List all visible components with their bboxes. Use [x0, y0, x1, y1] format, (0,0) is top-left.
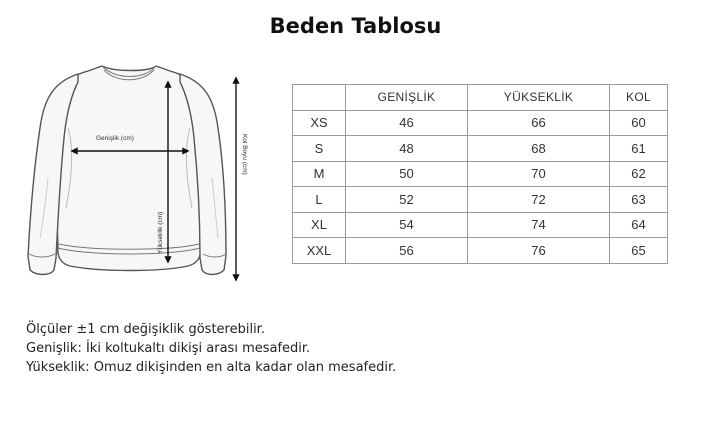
table-row	[293, 110, 668, 136]
height-measure-label: Yükseklik (cm)	[157, 211, 164, 254]
sleeve-measure-label: Kol Boyu (cm)	[241, 134, 248, 175]
sleeve-cell: 64	[610, 212, 668, 238]
sweatshirt-illustration	[20, 58, 248, 293]
size-cell: XL	[293, 212, 346, 238]
width-cell: 54	[346, 212, 468, 238]
width-measure-label: Genişlik (cm)	[96, 135, 134, 142]
table-row	[293, 212, 668, 238]
width-cell: 52	[346, 187, 468, 213]
note-tolerance: Ölçüler ±1 cm değişiklik gösterebilir.	[26, 322, 265, 337]
header-size	[293, 85, 346, 111]
sleeve-cell: 65	[610, 238, 668, 264]
sleeve-cell: 60	[610, 110, 668, 136]
width-cell: 56	[346, 238, 468, 264]
measurement-notes	[26, 320, 396, 377]
size-chart-table	[292, 84, 668, 264]
sleeve-cell: 61	[610, 136, 668, 162]
size-cell: XS	[293, 110, 346, 136]
table-row	[293, 238, 668, 264]
table-row	[293, 136, 668, 162]
height-cell: 72	[468, 187, 610, 213]
sleeve-cell: 62	[610, 161, 668, 187]
size-cell: M	[293, 161, 346, 187]
height-cell: 76	[468, 238, 610, 264]
note-height-definition: Yükseklik: Omuz dikişinden en alta kadar olan mesafedir.	[26, 360, 397, 375]
page-title: Beden Tablosu	[269, 14, 442, 38]
table-row	[293, 161, 668, 187]
width-cell: 48	[346, 136, 468, 162]
height-cell: 66	[468, 110, 610, 136]
note-width-definition: Genişlik: İki koltukaltı dikişi arası mesafedir.	[26, 341, 311, 356]
header-width: GENİŞLİK	[346, 85, 468, 111]
height-cell: 74	[468, 212, 610, 238]
width-cell: 50	[346, 161, 468, 187]
header-height: YÜKSEKLİK	[468, 85, 610, 111]
sleeve-cell: 63	[610, 187, 668, 213]
height-cell: 70	[468, 161, 610, 187]
table-row	[293, 187, 668, 213]
width-cell: 46	[346, 110, 468, 136]
size-cell: L	[293, 187, 346, 213]
header-sleeve: KOL	[610, 85, 668, 111]
size-cell: S	[293, 136, 346, 162]
size-cell: XXL	[293, 238, 346, 264]
height-cell: 68	[468, 136, 610, 162]
table-header-row	[293, 85, 668, 111]
